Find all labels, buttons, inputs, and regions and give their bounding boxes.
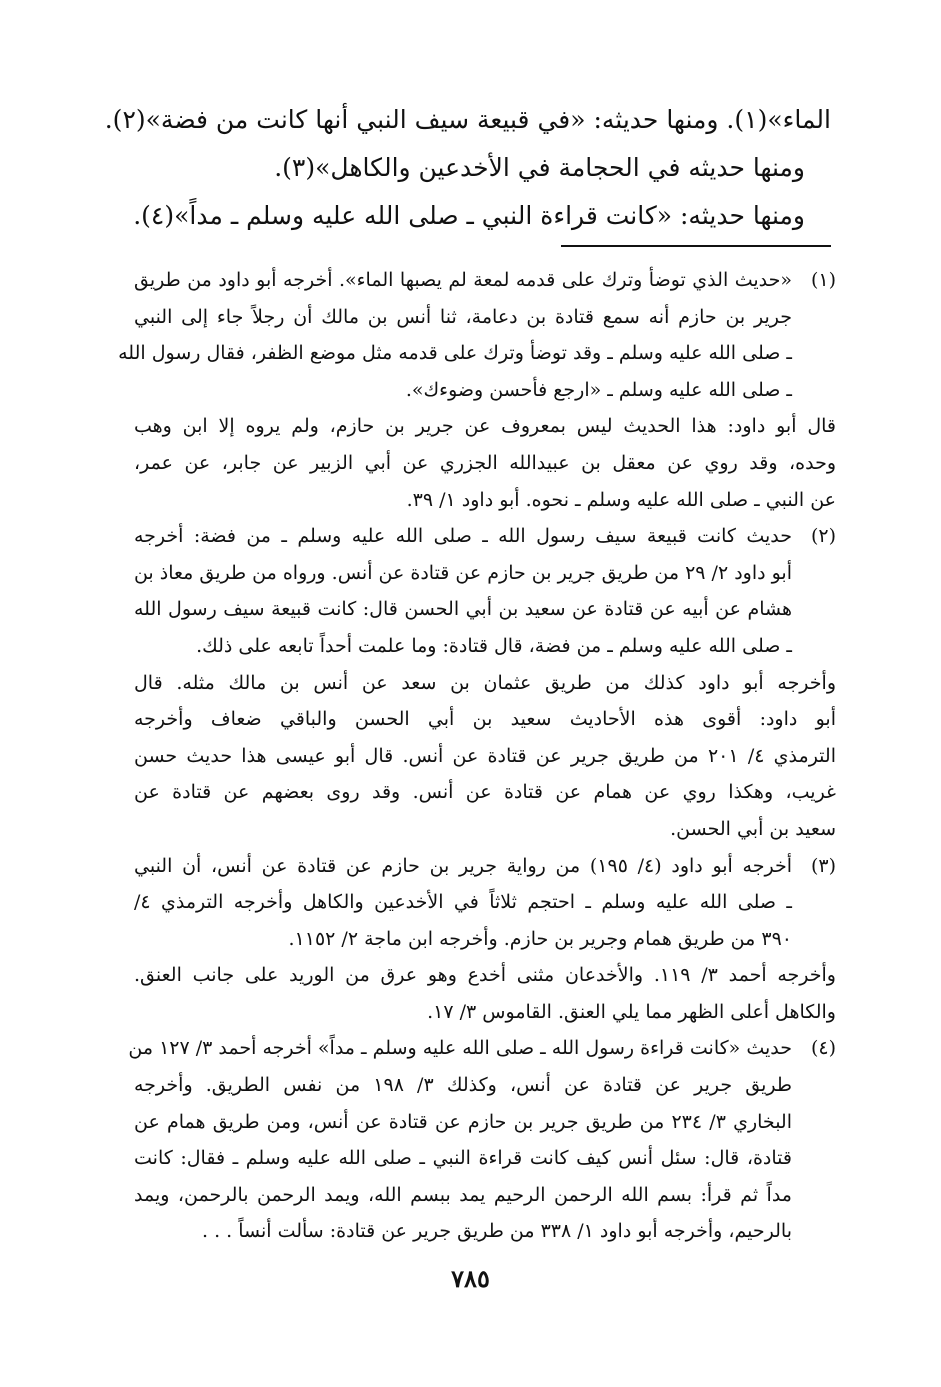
footnote-line: غريب، وهكذا روي عن همام عن قتادة عن أنس. وقد روى بعضهم عن قتادة عن bbox=[134, 781, 836, 804]
footnote-line: ـ صلى الله عليه وسلم ـ من فضة، قال قتادة: وما علمت أحداً تابعه على ذلك. bbox=[196, 634, 792, 657]
footnote-line: ـ صلى الله عليه وسلم ـ «ارجع فأحسن وضوءك». bbox=[405, 378, 792, 401]
footnote-line: قال أبو داود: هذا الحديث ليس بمعروف عن جرير بن حازم، ولم يروه إلا ابن وهب bbox=[134, 415, 836, 438]
footnote-line: الترمذي ٤/ ٢٠١ من طريق جرير عن قتادة عن أنس. قال أبو عيسى هذا حديث حسن bbox=[134, 744, 836, 767]
footnote-line: جرير بن حازم أنه سمع قتادة بن دعامة، ثنا أنس بن مالك أن رجلاً جاء إلى النبي bbox=[134, 305, 792, 328]
footnote-number: (٤) bbox=[810, 1037, 836, 1060]
footnote-line: وأخرجه أحمد ٣/ ١١٩. والأخدعان مثنى أخدع وهو عرق من الوريد على جانب العنق. bbox=[134, 964, 836, 987]
footnote-line: البخاري ٣/ ٢٣٤ من طريق جرير بن حازم عن قتادة عن أنس، ومن طريق همام عن bbox=[134, 1110, 792, 1133]
footnote-line bbox=[134, 848, 836, 885]
footnote-line: عن النبي ـ صلى الله عليه وسلم ـ نحوه. أبو داود ١/ ٣٩. bbox=[406, 488, 836, 511]
footnotes bbox=[118, 262, 836, 1250]
footnote-text: أخرجه أبو داود (٤/ ١٩٥) من رواية جرير بن حازم عن قتادة عن أنس، أن النبي bbox=[134, 854, 792, 877]
footnote-line: وحده، وقد روي عن معقل بن عبيدالله الجزري عن أبي الزبير عن جابر، عن عمر، bbox=[134, 451, 836, 474]
footnote-separator bbox=[561, 245, 831, 247]
main-line: الماء»(١). ومنها حديثه: «في قبيعة سيف النبي أنها كانت من فضة»(٢). bbox=[104, 105, 831, 134]
footnote-line: وأخرجه أبو داود كذلك من طريق عثمان بن سعد عن أنس بن مالك مثله. قال bbox=[134, 671, 836, 694]
footnote-line: ٣٩٠ من طريق همام وجرير بن حازم. وأخرجه ابن ماجة ٢/ ١١٥٢. bbox=[288, 927, 792, 950]
footnote-number: (٣) bbox=[810, 854, 836, 877]
footnote-line bbox=[128, 1030, 836, 1067]
footnote-number: (١) bbox=[810, 269, 836, 291]
footnote-line: قتادة، قال: سئل أنس كيف كانت قراءة النبي ـ صلى الله عليه وسلم ـ فقال: كانت bbox=[134, 1147, 792, 1170]
footnote-line: ـ صلى الله عليه وسلم ـ وقد توضأ وترك على قدمه مثل موضع الظفر، فقال رسول الله bbox=[118, 342, 792, 365]
footnote-line: هشام عن أبيه عن قتادة عن سعيد بن أبي الحسن قال: كانت قبيعة سيف رسول الله bbox=[134, 598, 792, 621]
footnote-line: بالرحيم، وأخرجه أبو داود ١/ ٣٣٨ من طريق جرير عن قتادة: سألت أنساً . . . bbox=[201, 1220, 792, 1243]
footnote-line bbox=[134, 262, 836, 299]
footnote-number: (٢) bbox=[810, 525, 836, 548]
footnote-line: مداً ثم قرأ: بسم الله الرحمن الرحيم يمد ببسم الله، ويمد الرحمن بالرحمن، ويمد bbox=[134, 1183, 792, 1206]
footnote-text: حديث «كانت قراءة رسول الله ـ صلى الله عليه وسلم ـ مداً» أخرجه أحمد ٣/ ١٢٧ من bbox=[128, 1037, 792, 1060]
main-text bbox=[104, 96, 831, 240]
footnote-text: «حديث الذي توضأ وترك على قدمه لمعة لم يصبها الماء». أخرجه أبو داود من طريق bbox=[134, 269, 792, 291]
footnote-line: ـ صلى الله عليه وسلم ـ احتجم ثلاثاً في الأخدعين والكاهل وأخرجه الترمذي ٤/ bbox=[134, 891, 792, 914]
footnote-line bbox=[134, 518, 836, 555]
footnote-line: سعيد بن أبي الحسن. bbox=[670, 817, 836, 840]
footnote-text: حديث كانت قبيعة سيف رسول الله ـ صلى الله عليه وسلم ـ من فضة: أخرجه bbox=[134, 525, 792, 548]
page-number: ٧٨٥ bbox=[451, 1264, 490, 1293]
footnote-line: طريق جرير عن قتادة عن أنس، وكذلك ٣/ ١٩٨ من نفس الطريق. وأخرجه bbox=[134, 1074, 792, 1097]
main-line: ومنها حديثه: «كانت قراءة النبي ـ صلى الله عليه وسلم ـ مداً»(٤). bbox=[133, 201, 805, 230]
footnote-line: والكاهل أعلى الظهر مما يلي العنق. القاموس ٣/ ١٧. bbox=[427, 1000, 836, 1023]
footnote-line: أبو داود: أقوى هذه الأحاديث سعيد بن أبي الحسن والباقي ضعاف وأخرجه bbox=[134, 708, 836, 731]
main-line: ومنها حديثه في الحجامة في الأخدعين والكاهل»(٣). bbox=[274, 153, 805, 182]
footnote-line: أبو داود ٢/ ٢٩ من طريق جرير بن حازم عن قتادة عن أنس. ورواه من طريق معاذ بن bbox=[133, 561, 792, 584]
